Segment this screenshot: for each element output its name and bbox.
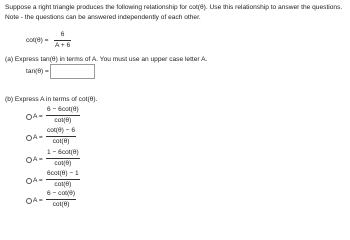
given-denominator: A + 6 (55, 41, 71, 49)
given-lhs: cot(θ) = (26, 37, 49, 44)
option-numerator: cot(θ) − 6 (47, 127, 76, 134)
option-numerator: 1 − 6cot(θ) (47, 149, 79, 156)
option-fraction (46, 150, 80, 167)
option-fraction (46, 128, 76, 145)
option-numerator: 6cot(θ) − 1 (47, 170, 79, 177)
part-b-prompt: (b) Express A in terms of cot(θ). (5, 96, 98, 103)
given-fraction (54, 32, 71, 49)
problem-note: Note - the questions can be answered independently of each other. (5, 14, 201, 21)
option-label: A = (33, 197, 43, 204)
option-denominator: cot(θ) (54, 116, 72, 124)
option-label: A = (33, 113, 43, 120)
option-fraction (46, 171, 80, 188)
option-numerator: 6 − 6cot(θ) (47, 106, 79, 113)
radio-button[interactable] (26, 135, 32, 141)
option-numerator: 6 − cot(θ) (47, 190, 76, 197)
radio-button[interactable] (26, 157, 32, 163)
given-numerator: 6 (60, 31, 65, 38)
option-fraction (46, 107, 80, 124)
part-a-prompt: (a) Express tan(θ) in terms of A. You must use an upper case letter A. (5, 56, 208, 63)
radio-button[interactable] (26, 114, 32, 120)
tan-answer-input[interactable] (50, 64, 95, 79)
option-denominator: cot(θ) (52, 137, 70, 145)
option-label: A = (33, 134, 43, 141)
option-fraction (46, 191, 76, 208)
option-label: A = (33, 156, 43, 163)
option-label: A = (33, 177, 43, 184)
radio-button[interactable] (26, 178, 32, 184)
option-denominator: cot(θ) (52, 200, 70, 208)
problem-statement: Suppose a right triangle produces the following relationship for cot(θ). Use this relationship to answer the questions. (5, 4, 343, 11)
part-a-lhs: tan(θ) = (26, 68, 49, 75)
radio-button[interactable] (26, 198, 32, 204)
option-denominator: cot(θ) (54, 159, 72, 167)
option-denominator: cot(θ) (54, 180, 72, 188)
